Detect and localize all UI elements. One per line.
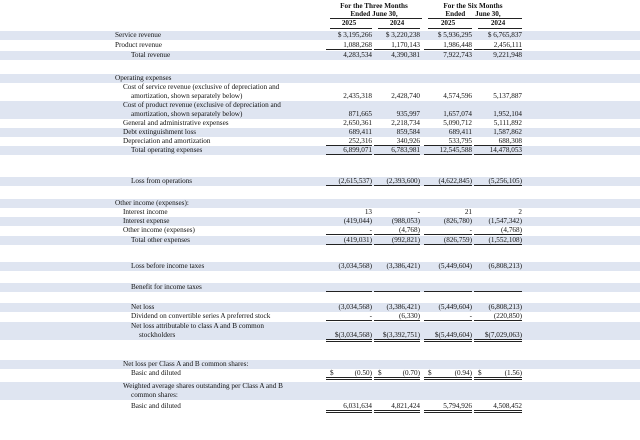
value: (3,034,568) <box>338 303 372 311</box>
value: (988,053) <box>391 217 420 225</box>
value: - <box>326 226 372 235</box>
value: 4,508,452 <box>474 402 522 413</box>
value: 1,088,268 <box>326 41 372 50</box>
label-interest-income: Interest income <box>123 208 168 216</box>
value: (5,449,604) <box>438 303 472 311</box>
row-debt-extinguishment <box>0 128 640 137</box>
value: (5,449,604) <box>438 262 472 270</box>
row-service-revenue <box>0 31 640 40</box>
value: (220,850) <box>474 312 522 321</box>
header-year-4: 2024 <box>490 19 506 27</box>
value: 1,170,143 <box>374 41 420 50</box>
row-interest-income <box>0 208 640 217</box>
value: 5,090,712 <box>443 119 472 127</box>
currency-sign: $ <box>330 369 334 377</box>
label-operating-expenses: Operating expenses <box>115 74 172 82</box>
header-six-months-line2b: June 30, <box>475 10 501 18</box>
header-year-rule-1 <box>330 28 372 29</box>
value: (6,330) <box>374 312 420 321</box>
value: 2,428,740 <box>391 92 420 100</box>
value: - <box>424 312 472 321</box>
value: (4,768) <box>374 226 420 235</box>
value: (1,547,342) <box>488 217 522 225</box>
row-benefit-income-taxes <box>0 283 640 292</box>
label-interest-expense: Interest expense <box>123 217 170 225</box>
label-cost-of-service-1: Cost of service revenue (exclusive of depreciation and <box>123 83 280 91</box>
value: $(3,392,751) <box>374 331 420 342</box>
currency-sign: $ <box>378 369 382 377</box>
value: - <box>326 312 372 321</box>
value <box>326 283 372 292</box>
value: 1,587,862 <box>493 128 522 136</box>
label-depreciation: Depreciation and amortization <box>123 137 211 145</box>
value: 4,283,534 <box>343 51 372 59</box>
value: 2,456,111 <box>474 41 522 50</box>
label-general-admin: General and administrative expenses <box>123 119 229 127</box>
value: 871,665 <box>348 110 372 118</box>
value: (3,386,421) <box>386 303 420 311</box>
value: 12,545,588 <box>424 146 472 155</box>
value: 4,574,596 <box>443 92 472 100</box>
value: (419,044) <box>343 217 372 225</box>
value: $ 5,936,295 <box>437 31 472 39</box>
header-six-months <box>424 2 522 18</box>
value: 7,922,743 <box>443 51 472 59</box>
row-loss-from-operations <box>0 177 640 186</box>
header-six-months-line1: For the Six Months <box>443 2 503 10</box>
header-three-months-line1: For the Three Months <box>340 2 408 10</box>
value: (3,034,568) <box>338 262 372 270</box>
value: 2,650,361 <box>343 119 372 127</box>
label-basic-diluted-shares: Basic and diluted <box>131 402 181 410</box>
value: (419,031) <box>326 236 372 245</box>
value: - <box>417 208 420 216</box>
row-operating-expenses <box>0 74 640 83</box>
row-cost-of-product <box>0 101 640 119</box>
value: 5,794,926 <box>424 402 472 413</box>
value <box>424 283 472 292</box>
value: (4,622,845) <box>424 177 472 186</box>
value: 252,316 <box>326 137 372 146</box>
header-six-months-line2-wrap <box>424 10 522 18</box>
row-cost-of-service <box>0 83 640 101</box>
label-debt-extinguishment: Debt extinguishment loss <box>123 128 197 136</box>
value: (2,615,537) <box>326 177 372 186</box>
label-product-revenue: Product revenue <box>115 41 162 49</box>
value: 1,657,074 <box>443 110 472 118</box>
row-net-loss-attributable <box>0 322 640 340</box>
row-other-expenses <box>0 226 640 235</box>
value: 2 <box>518 208 522 216</box>
header-year-rule-4 <box>478 28 522 29</box>
value: (4,768) <box>474 226 522 235</box>
value: 935,997 <box>396 110 420 118</box>
header-three-months-line2: Ended June 30, <box>350 10 398 18</box>
label-net-loss-per-share: Net loss per Class A and B common shares: <box>123 360 249 368</box>
row-other-income-header <box>0 199 640 208</box>
label-total-revenue: Total revenue <box>131 51 171 59</box>
value <box>474 283 522 292</box>
label-net-loss-attr-1: Net loss attributable to class A and B common <box>131 322 264 330</box>
value: (826,759) <box>424 236 472 245</box>
value: 6,031,634 <box>326 402 372 413</box>
row-loss-before-taxes <box>0 262 640 271</box>
value: $(5,449,604) <box>424 331 472 342</box>
label-other-expenses: Other income (expenses) <box>123 226 195 234</box>
value: $(7,029,063) <box>474 331 522 342</box>
value: 859,584 <box>396 128 420 136</box>
label-dividend: Dividend on convertible series A preferred stock <box>131 312 271 320</box>
value: (992,821) <box>374 236 420 245</box>
value: (1.56) <box>474 369 522 380</box>
value: (0.70) <box>374 369 420 380</box>
currency-sign: $ <box>478 369 482 377</box>
header-year-1: 2025 <box>341 19 357 27</box>
header-three-months <box>326 2 422 18</box>
value: 4,821,424 <box>374 402 420 413</box>
row-net-loss <box>0 303 640 312</box>
value: 340,926 <box>374 137 420 146</box>
label-basic-diluted-eps: Basic and diluted <box>131 369 181 377</box>
value: $ 3,220,238 <box>385 31 420 39</box>
header-year-2: 2024 <box>389 19 405 27</box>
row-interest-expense <box>0 217 640 226</box>
label-total-operating-expenses: Total operating expenses <box>131 146 203 154</box>
value: 689,411 <box>348 128 372 136</box>
value: - <box>424 226 472 235</box>
label-net-loss: Net loss <box>131 303 155 311</box>
value: 2,218,734 <box>391 119 420 127</box>
row-total-operating-expenses <box>0 146 640 155</box>
row-basic-diluted-eps <box>0 369 640 378</box>
label-cost-of-product-1: Cost of product revenue (exclusive of depreciation and <box>123 101 281 109</box>
row-weighted-average-shares <box>0 382 640 400</box>
label-weighted-average-1: Weighted average shares outstanding per Class A and B <box>123 382 283 390</box>
value: 9,221,948 <box>493 51 522 59</box>
row-total-revenue <box>0 51 640 60</box>
value: (6,808,213) <box>488 262 522 270</box>
value: (0.94) <box>424 369 472 380</box>
value: (3,386,421) <box>386 262 420 270</box>
value: 5,111,892 <box>493 119 522 127</box>
label-weighted-average-2: common shares: <box>131 391 178 399</box>
value: (0.50) <box>326 369 372 380</box>
row-depreciation <box>0 137 640 146</box>
header-year-3: 2025 <box>440 19 456 27</box>
currency-sign: $ <box>428 369 432 377</box>
value: (5,256,105) <box>474 177 522 186</box>
label-net-loss-attr-2: stockholders <box>139 331 176 339</box>
row-product-revenue <box>0 41 640 50</box>
value: 1,986,448 <box>424 41 472 50</box>
value: $ 6,765,837 <box>487 31 522 39</box>
value: 6,783,981 <box>374 146 420 155</box>
label-other-income: Other income (expenses): <box>115 199 189 207</box>
value: 1,952,104 <box>493 110 522 118</box>
row-general-admin <box>0 119 640 128</box>
value: 4,390,381 <box>391 51 420 59</box>
value <box>374 283 420 292</box>
header-year-rule-3 <box>428 28 472 29</box>
label-loss-from-operations: Loss from operations <box>131 177 193 185</box>
value: 13 <box>364 208 372 216</box>
row-basic-diluted-shares <box>0 402 640 411</box>
header-year-rule-2 <box>378 28 420 29</box>
value: (1,552,108) <box>474 236 522 245</box>
value: 14,478,053 <box>474 146 522 155</box>
value: 2,435,318 <box>343 92 372 100</box>
label-service-revenue: Service revenue <box>115 31 162 39</box>
row-dividend <box>0 312 640 321</box>
value: (826,780) <box>443 217 472 225</box>
label-total-other-expenses: Total other expenses <box>131 236 190 244</box>
value: $ 3,195,266 <box>337 31 372 39</box>
value: 533,795 <box>424 137 472 146</box>
label-cost-of-service-2: amortization, shown separately below) <box>131 92 243 100</box>
value: 5,137,887 <box>493 92 522 100</box>
label-benefit-income-taxes: Benefit for income taxes <box>131 283 202 291</box>
value: 689,411 <box>448 128 472 136</box>
row-net-loss-per-share-header <box>0 360 640 369</box>
value: 21 <box>464 208 472 216</box>
value: 688,308 <box>474 137 522 146</box>
value: $(3,034,568) <box>326 331 372 342</box>
row-total-other-expenses <box>0 236 640 245</box>
value: 6,899,071 <box>326 146 372 155</box>
label-loss-before-taxes: Loss before income taxes <box>131 262 205 270</box>
value: (6,808,213) <box>488 303 522 311</box>
label-cost-of-product-2: amortization, shown separately below) <box>131 110 243 118</box>
value: (2,393,600) <box>374 177 420 186</box>
header-six-months-line2: Ended <box>445 10 466 18</box>
